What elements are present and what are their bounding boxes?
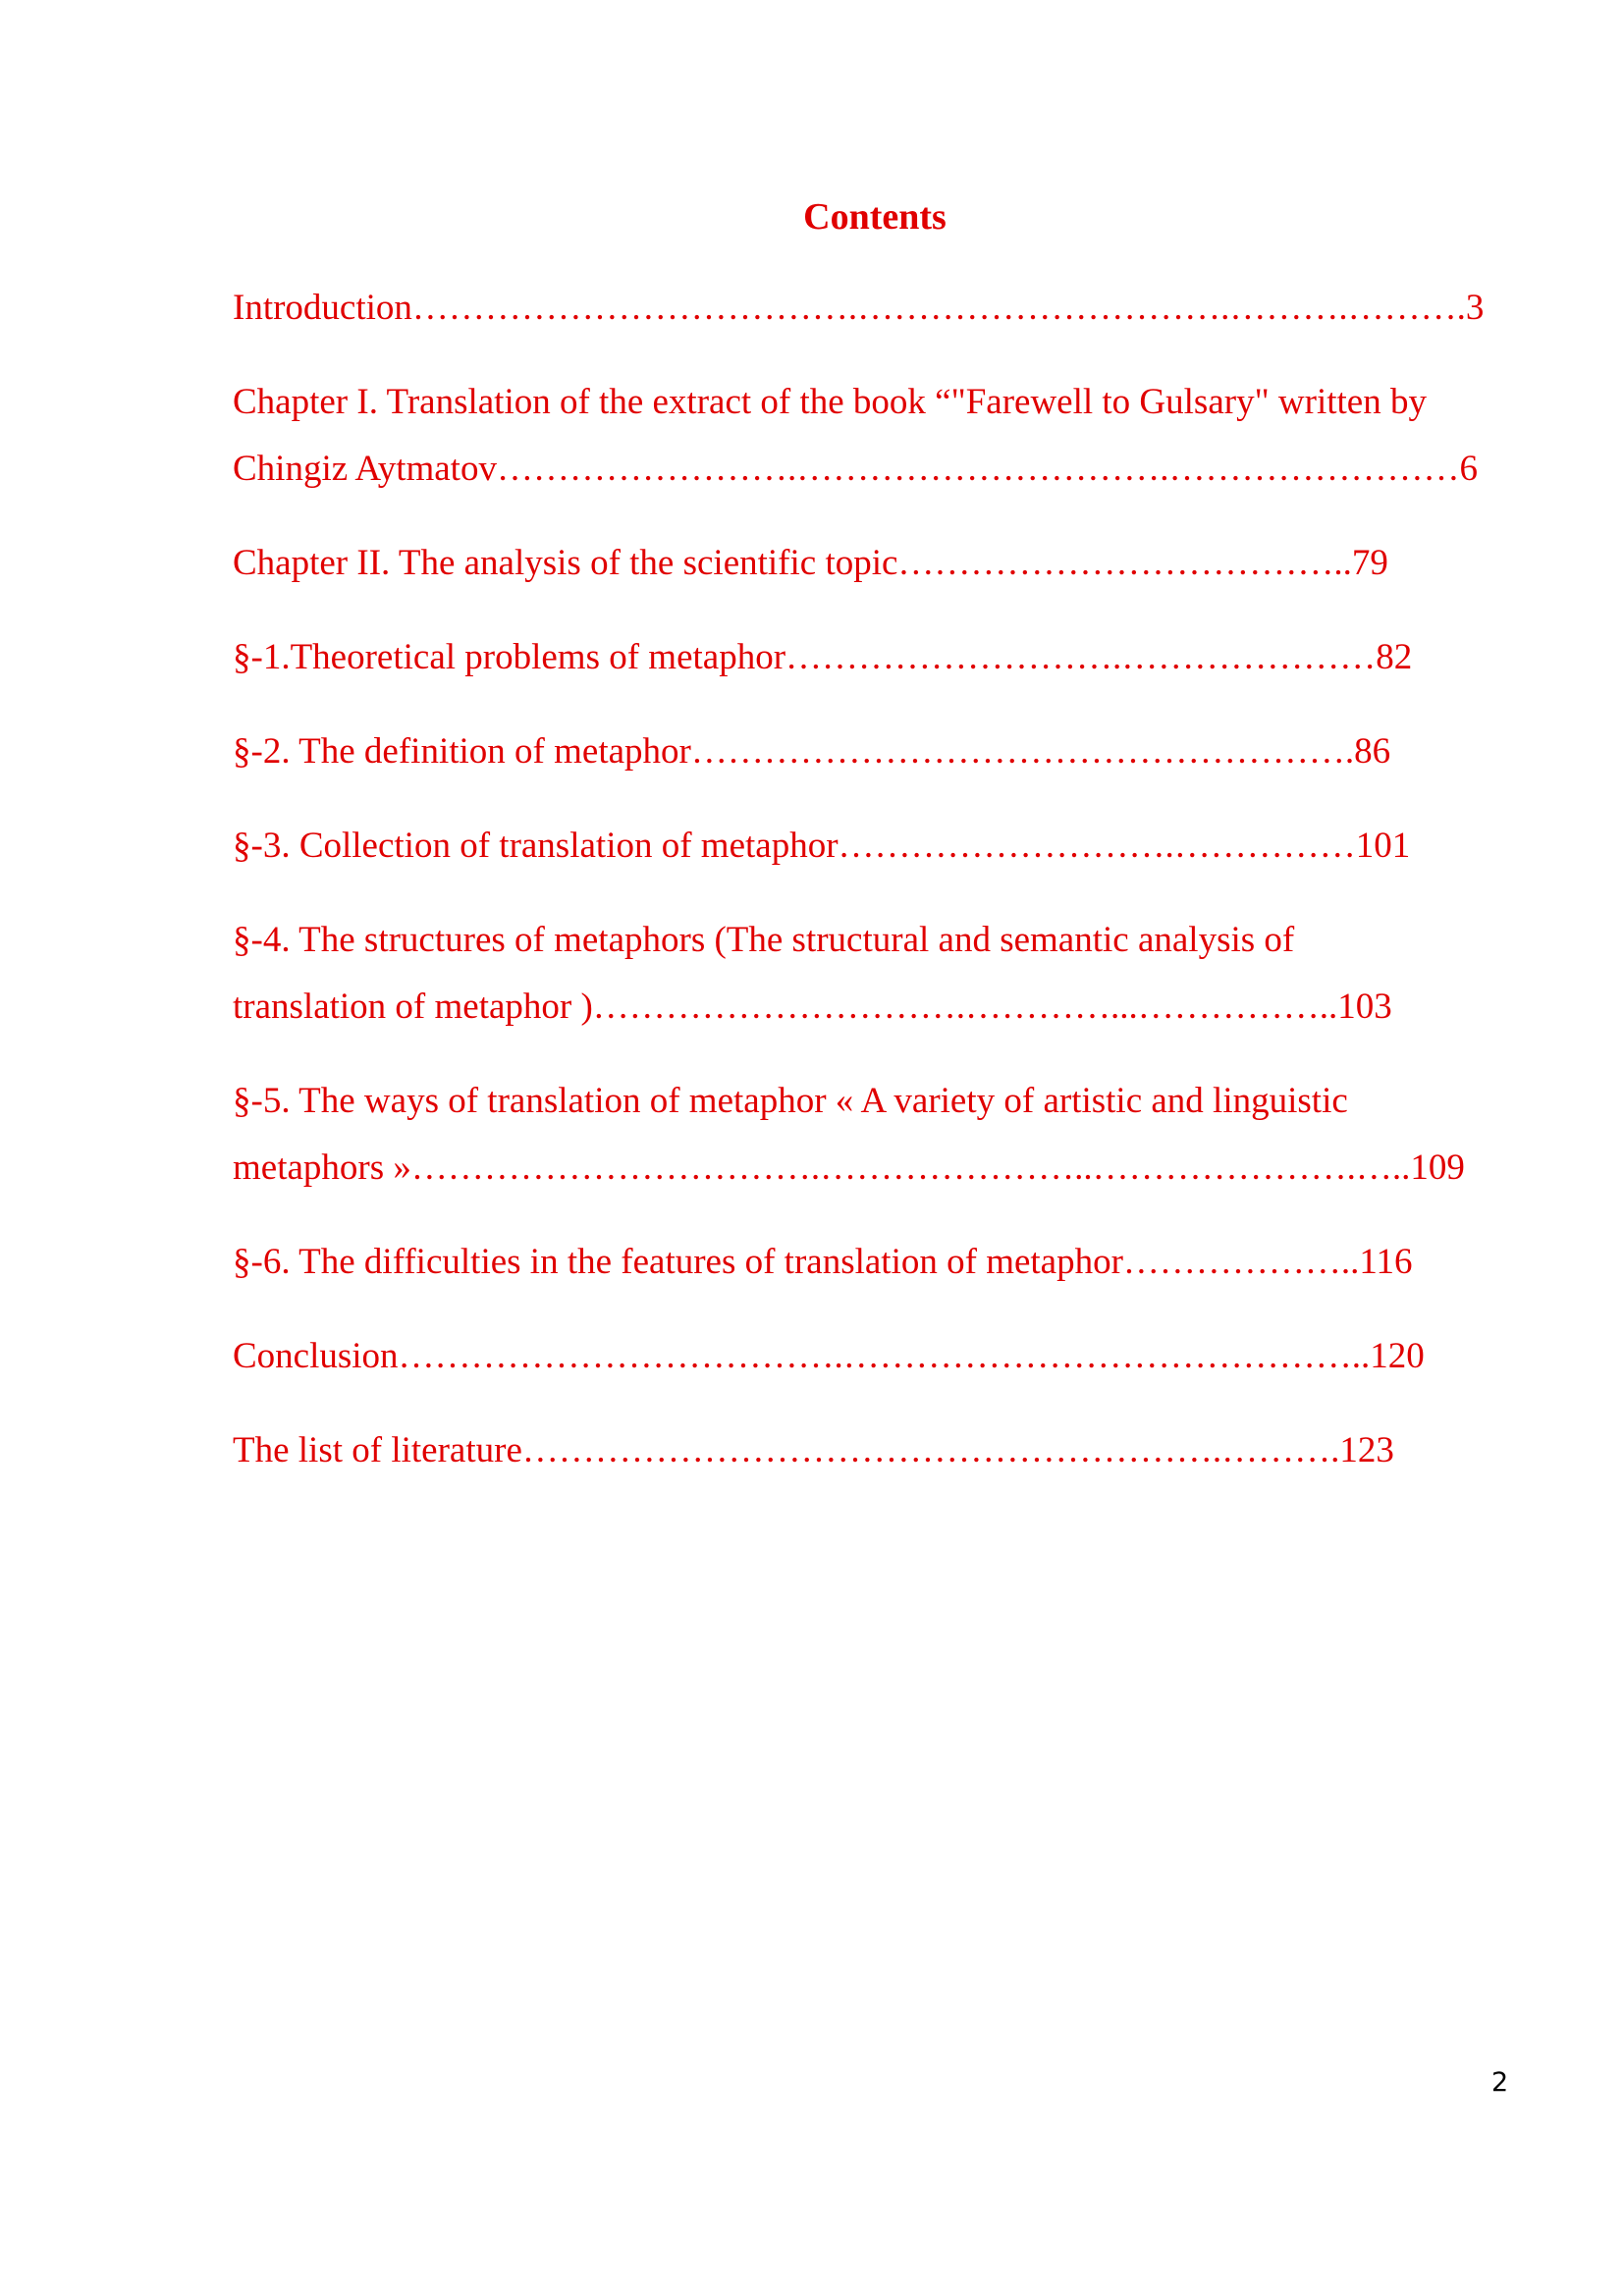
toc-entry-section-3: §-3. Collection of translation of metaphor……………………….……………101 xyxy=(233,826,1411,866)
page-number: 2 xyxy=(1491,2067,1509,2098)
toc-entry-section-5-line-1: §-5. The ways of translation of metaphor « A variety of artistic and linguistic xyxy=(233,1081,1348,1121)
toc-entry-conclusion: Conclusion……………………………….……………………………………..120 xyxy=(233,1336,1425,1376)
toc-entry-chapter-1-line-1: Chapter I. Translation of the extract of the book “"Farewell to Gulsary" written by xyxy=(233,382,1427,422)
toc-entry-introduction: Introduction……………………………….………………………….……….……….3 xyxy=(233,288,1485,328)
toc-entry-chapter-1-line-2: Chingiz Aytmatov…………………….………………………….……………………6 xyxy=(233,449,1478,489)
toc-entry-section-4-line-2: translation of metaphor )………………………….…………...……………..103 xyxy=(233,987,1392,1027)
toc-entry-literature: The list of literature………………………………………………….……….123 xyxy=(233,1430,1394,1470)
contents-title: Contents xyxy=(803,196,947,238)
toc-entry-section-4-line-1: §-4. The structures of metaphors (The structural and semantic analysis of xyxy=(233,920,1295,960)
toc-entry-section-2: §-2. The definition of metaphor……………………………………………….86 xyxy=(233,731,1391,772)
toc-entry-section-5-line-2: metaphors »…………………………….…………………..………………….…..109 xyxy=(233,1148,1465,1188)
toc-entry-chapter-2: Chapter II. The analysis of the scientific topic………………………………..79 xyxy=(233,543,1388,583)
toc-entry-section-6: §-6. The difficulties in the features of translation of metaphor………………..116 xyxy=(233,1242,1413,1282)
toc-entry-section-1: §-1.Theoretical problems of metaphor……………………….…………………82 xyxy=(233,637,1413,677)
